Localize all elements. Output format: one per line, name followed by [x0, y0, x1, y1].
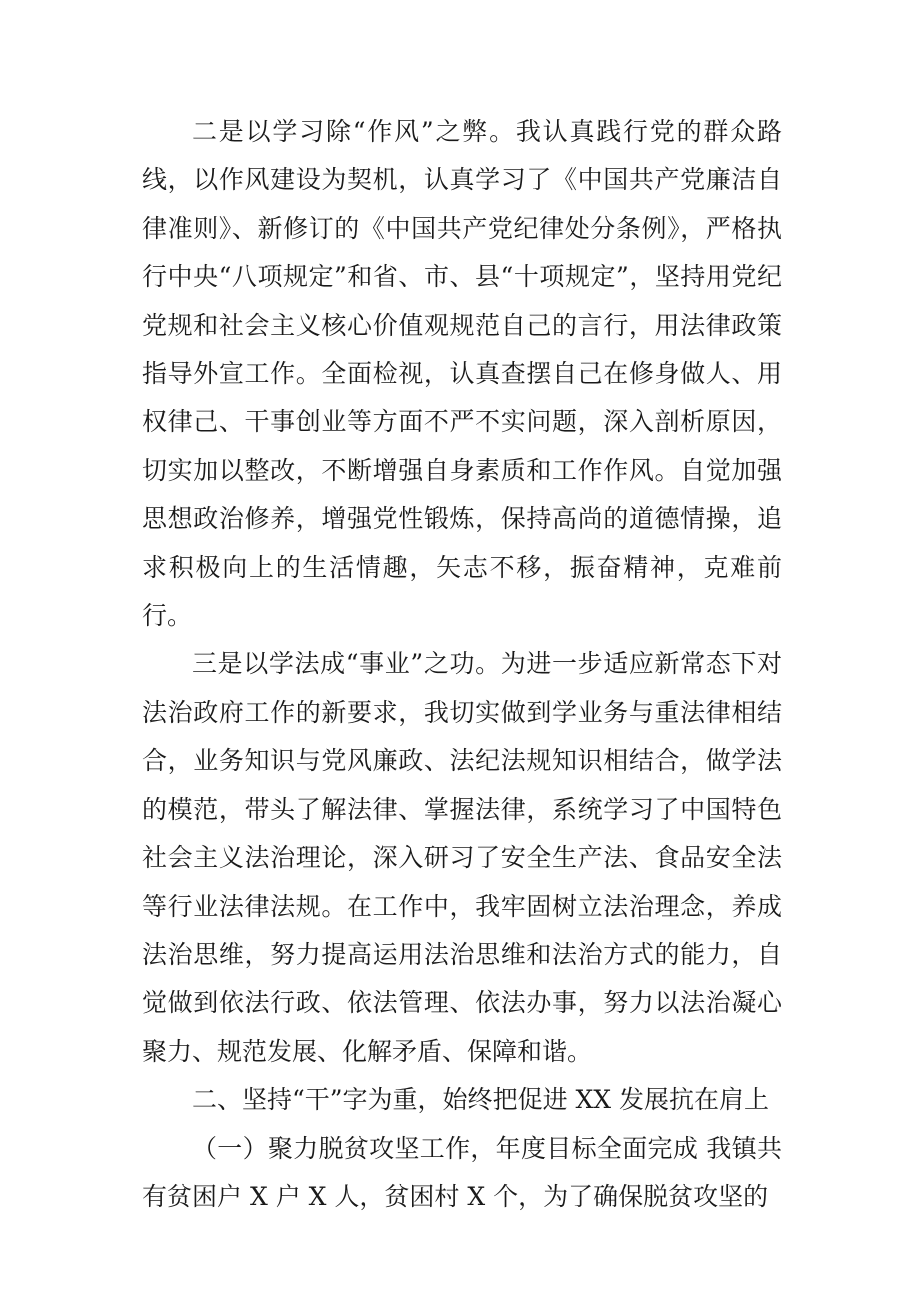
document-body	[142, 108, 782, 1221]
paragraph-law-study: 三是以学法成“事业”之功。为进一步适应新常态下对法治政府工作的新要求，我切实做到学业务与重法律相结合，业务知识与党风廉政、法纪法规知识相结合，做学法的模范，带头了解法律、掌握法律，系统学习了中国特色社会主义法治理论，深入研习了安全生产法、食品安全法等行业法律法规。在工作中，我牢固树立法治理念，养成法治思维，努力提高运用法治思维和法治方式的能力，自觉做到依法行政、依法管理、依法办事，努力以法治凝心聚力、规范发展、化解矛盾、保障和谐。	[142, 649, 782, 1066]
paragraph-poverty-alleviation: （一）聚力脱贫攻坚工作，年度目标全面完成 我镇共有贫困户 X 户 X 人，贫困村 X 个，为了确保脱贫攻坚的	[142, 1133, 782, 1211]
paragraph-style-rectification: 二是以学习除“作风”之弊。我认真践行党的群众路线，以作风建设为契机，认真学习了《中国共产党廉洁自律准则》、新修订的《中国共产党纪律处分条例》，严格执行中央“八项规定”和省、市、县“十项规定”，坚持用党纪党规和社会主义核心价值观规范自己的言行，用法律政策指导外宣工作。全面检视，认真查摆自己在修身做人、用权律己、干事创业等方面不严不实问题，深入剖析原因，切实加以整改，不断增强自身素质和工作作风。自觉加强思想政治修养，增强党性锻炼，保持高尚的道德情操，追求积极向上的生活情趣，矢志不移，振奋精神，克难前行。	[142, 117, 782, 631]
section-heading-development: 二、坚持“干”字为重，始终把促进 XX 发展抗在肩上	[192, 1085, 770, 1115]
